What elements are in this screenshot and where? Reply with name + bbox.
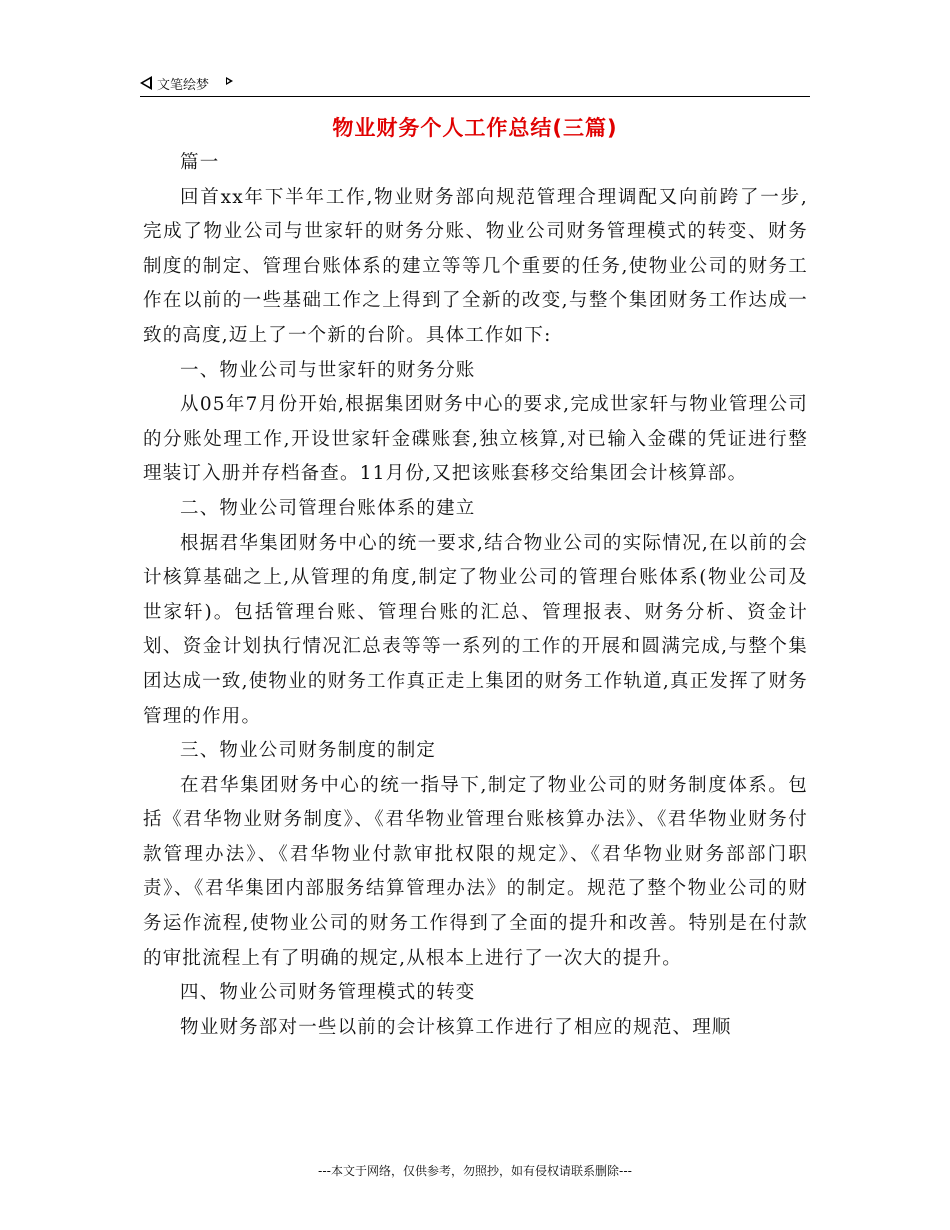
- body-paragraph: 从05年7月份开始,根据集团财务中心的要求,完成世家轩与物业管理公司的分账处理工作,开设世家轩金碟账套,独立核算,对已输入金碟的凭证进行整理装订入册并存档备查。11月份,又把该账套移交给集团会计核算部。: [143, 394, 808, 485]
- section-heading: 一、物业公司与世家轩的财务分账: [180, 359, 476, 381]
- body-paragraph: 回首xx年下半年工作,物业财务部向规范管理合理调配又向前跨了一步,完成了物业公司与世家轩的财务分账、物业公司财务管理模式的转变、财务制度的制定、管理台账体系的建立等等几个重要的任务,使物业公司的财务工作在以前的一些基础工作之上得到了全新的改变,与整个集团财务工作达成一致的高度,迈上了一个新的台阶。具体工作如下:: [143, 186, 808, 346]
- page-footer: ---本文于网络，仅供参考，勿照抄，如有侵权请联系删除---: [318, 1164, 632, 1178]
- section-heading: 篇一: [180, 152, 220, 173]
- document-title: 物业财务个人工作总结(三篇): [332, 116, 618, 140]
- section-heading: 二、物业公司管理台账体系的建立: [180, 497, 476, 519]
- section-heading: 三、物业公司财务制度的制定: [180, 740, 437, 762]
- section-heading: 四、物业公司财务管理模式的转变: [180, 982, 476, 1004]
- body-paragraph: 根据君华集团财务中心的统一要求,结合物业公司的实际情况,在以前的会计核算基础之上,从管理的角度,制定了物业公司的管理台账体系(物业公司及世家轩)。包括管理台账、管理台账的汇总、管理报表、财务分析、资金计划、资金计划执行情况汇总表等等一系列的工作的开展和圆满完成,与整个集团达成一致,使物业的财务工作真正走上集团的财务工作轨道,真正发挥了财务管理的作用。: [143, 532, 808, 727]
- page-header: [140, 72, 810, 97]
- body-paragraph: 在君华集团财务中心的统一指导下,制定了物业公司的财务制度体系。包括《君华物业财务制度》、《君华物业管理台账核算办法》、《君华物业财务付款管理办法》、《君华物业付款审批权限的规定》、《君华物业财务部部门职责》、《君华集团内部服务结算管理办法》的制定。规范了整个物业公司的财务运作流程,使物业公司的财务工作得到了全面的提升和改善。特别是在付款的审批流程上有了明确的规定,从根本上进行了一次大的提升。: [143, 774, 808, 969]
- document-body: [143, 146, 808, 1045]
- brand-label: 文笔绘梦: [157, 78, 210, 93]
- body-paragraph: 物业财务部对一些以前的会计核算工作进行了相应的规范、理顺: [180, 1016, 732, 1038]
